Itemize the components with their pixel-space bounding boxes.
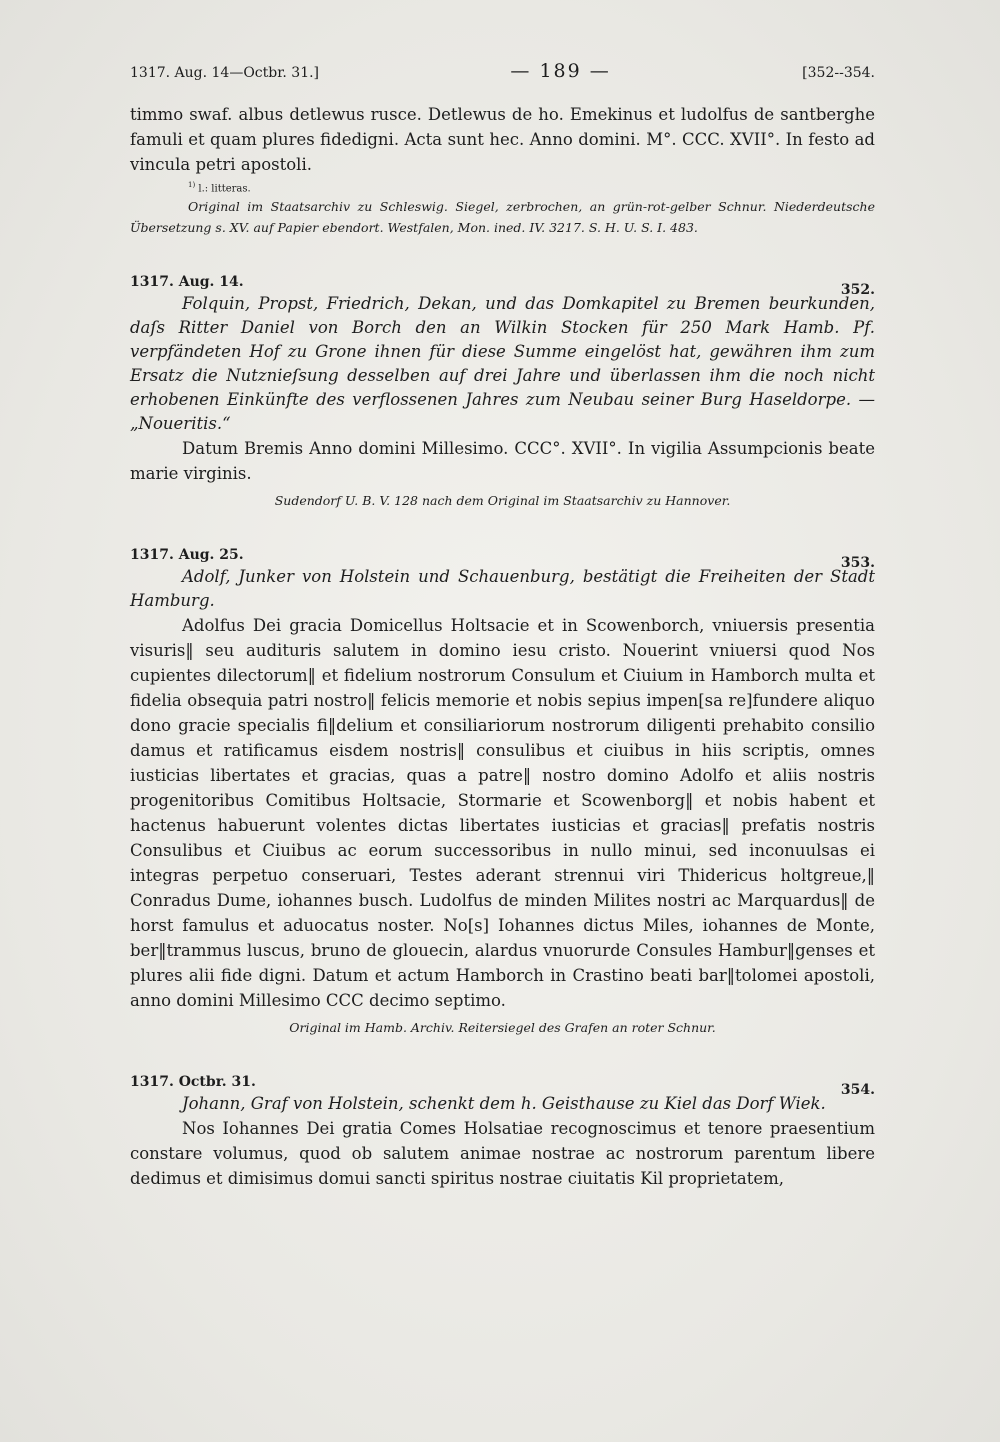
entry-number: 354. xyxy=(840,1082,875,1099)
entry-date: 1317. Octbr. 31. xyxy=(130,1074,256,1091)
entry-source: Sudendorf U. B. V. 128 nach dem Original im Staatsarchiv zu Hannover. xyxy=(274,493,731,509)
footnote-mark: 1) xyxy=(188,181,196,189)
running-head-dates: 1317. Aug. 14—Octbr. 31.] xyxy=(130,65,320,81)
entry-heading xyxy=(130,274,875,299)
footnote-text: l.: litteras. xyxy=(198,183,251,195)
entry-text: Nos Iohannes Dei gratia Comes Holsatiae recognoscimus et tenore praesentium constare volumus, quod ob salutem animae nostrae ac nostrorum parentum libere dedimus et dimisimus domui sancti spiritus nostrae ciuitatis Kil proprietatem, xyxy=(130,1119,875,1189)
footnote xyxy=(188,181,875,194)
entry-heading xyxy=(130,1074,875,1099)
entry-number: 353. xyxy=(840,555,875,572)
entry-date: 1317. Aug. 25. xyxy=(130,547,244,564)
page-number: — 189 — xyxy=(510,60,611,82)
entry-number: 352. xyxy=(840,282,875,299)
entry-source: Original im Hamb. Archiv. Reitersiegel des Grafen an roter Schnur. xyxy=(289,1020,716,1036)
continued-text: timmo swaf. albus detlewus rusce. Detlewus de ho. Emekinus et ludolfus de santberghe famuli et quam plures fidedigni. Acta sunt hec. Anno domini. M°. CCC. XVII°. In festo ad vincula petri apostoli. xyxy=(130,105,875,174)
entry-text: Datum Bremis Anno domini Millesimo. CCC°. XVII°. In vigilia Assumpcionis beate marie virginis. xyxy=(130,439,875,484)
charter-entry-354 xyxy=(130,1074,875,1191)
running-head xyxy=(130,60,875,82)
source-note: Original im Staatsarchiv zu Schleswig. Siegel, zerbrochen, an grün-rot-gelber Schnur. Niederdeutsche Übersetzung s. XV. auf Papier ebendort. Westfalen, Mon. ined. IV. 3217. S. H. U. S. I. 483. xyxy=(130,199,875,236)
entry-heading xyxy=(130,547,875,572)
entry-text: Adolfus Dei gracia Domicellus Holtsacie et in Scowenborch, vniuersis presentia visuris‖ seu audituris salutem in domino iesu cristo. Nouerint vniuersi quod Nos cupientes dilectorum‖ et fidelium nostrorum Consulum et Ciuium in Hamborch multa et fidelia obsequia patri nostro‖ felicis memorie et nobis sepius impen[sa re]fundere aliquo dono gracie specialis fi‖delium et consiliariorum nostrorum diligenti prehabito consilio damus et ratificamus eisdem nostris‖ consulibus et ciuibus in hiis scriptis, omnes iusticias libertates et gracias, quas a patre‖ nostro domino Adolfo et aliis nostris progenitoribus Comitibus Holtsacie, Stormarie et Scowenborg‖ et nobis habent et hactenus habuerunt volentes dictas libertates iusticias et gracias‖ prefatis nostris Consulibus et Ciuibus ac eorum successoribus in nullo minui, sed inconuulsas ei integras perpetuo conseruari, Testes aderant strennui viri Thidericus holtgreue,‖ Conradus Dume, iohannes busch. Ludolfus de minden Milites nostri ac Marquardus‖ de horst famulus et aduocatus noster. No[s] Iohannes dictus Miles, iohannes de Monte, ber‖trammus luscus, bruno de glouecin, alardus vnuorurde Consules Hambur‖genses et plures alii fide digni. Datum et actum Hamborch in Crastino beati bar‖tolomei apostoli, anno domini Millesimo CCC decimo septimo. xyxy=(130,616,875,1011)
page-content xyxy=(130,60,875,1191)
charter-entry-352 xyxy=(130,274,875,511)
running-head-numbers: [352--354. xyxy=(802,65,875,81)
entry-date: 1317. Aug. 14. xyxy=(130,274,244,291)
charter-entry-353 xyxy=(130,547,875,1038)
entry-summary: Johann, Graf von Holstein, schenkt dem h. Geisthause zu Kiel das Dorf Wiek. xyxy=(182,1094,826,1114)
entry-summary: Folquin, Propst, Friedrich, Dekan, und das Domkapitel zu Bremen beurkunden, daſs Ritter Daniel von Borch den an Wilkin Stocken für 250 Mark Hamb. Pf. verpfändeten Hof zu Grone ihnen für diese Summe eingelöst hat, gewähren ihm zum Ersatz die Nutznieſsung desselben auf drei Jahre und überlassen ihm die noch nicht erhobenen Einkünfte des verflossenen Jahres zum Neubau seiner Burg Haseldorpe. — „Noueritis.“ xyxy=(130,294,875,434)
entry-summary: Adolf, Junker von Holstein und Schauenburg, bestätigt die Freiheiten der Stadt Hamburg. xyxy=(130,567,875,611)
